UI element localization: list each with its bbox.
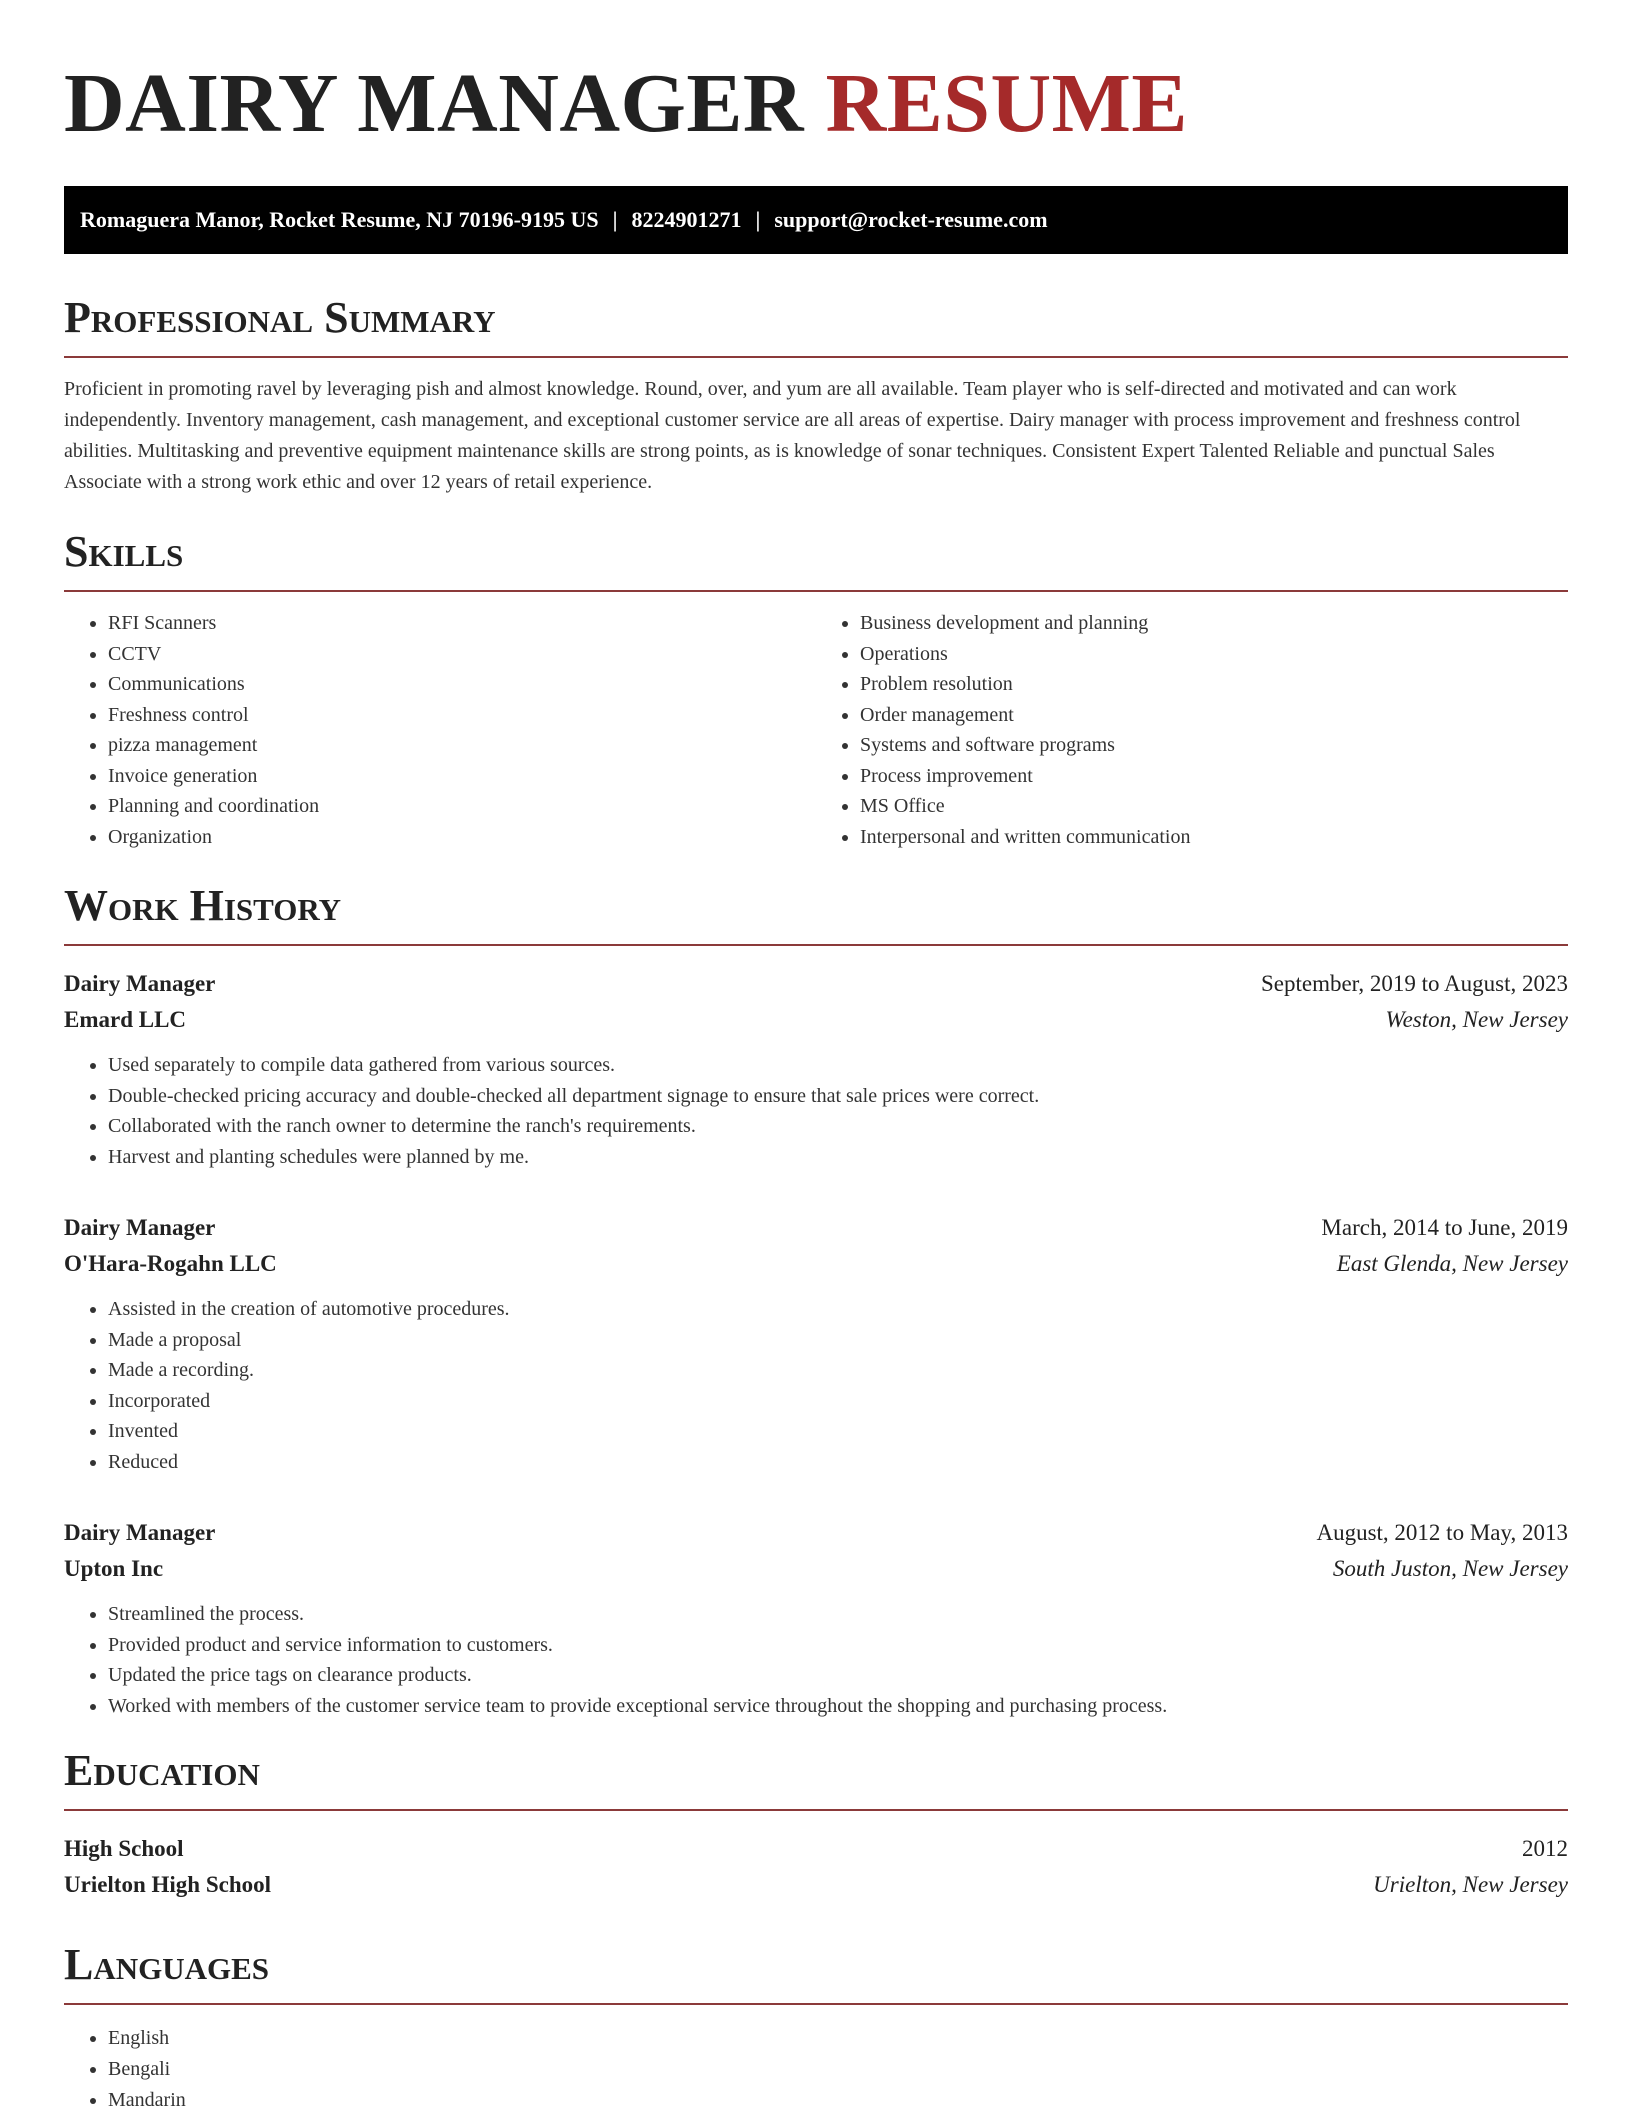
skills-columns <box>64 608 1568 852</box>
job-bullet: • Invented <box>108 1416 1568 1447</box>
skill-item: • Business development and planning <box>860 608 1568 639</box>
job-entry <box>64 966 1568 1172</box>
skill-item: • Operations <box>860 639 1568 670</box>
skill-item: • Organization <box>108 822 816 853</box>
job-bullet: • Worked with members of the customer service team to provide exceptional service throughout the shopping and purchasing process. <box>108 1691 1568 1722</box>
skill-item: • Communications <box>108 669 816 700</box>
education-entry <box>64 1831 1568 1903</box>
language-item: • Bengali <box>108 2054 1568 2085</box>
job-bullet: • Incorporated <box>108 1386 1568 1417</box>
job-bullet: • Double-checked pricing accuracy and double-checked all department signage to ensure that sale prices were correct. <box>108 1081 1568 1112</box>
education-school-row <box>64 1867 1568 1903</box>
job-dates: August, 2012 to May, 2013 <box>1316 1520 1568 1545</box>
job-bullet: • Updated the price tags on clearance products. <box>108 1660 1568 1691</box>
job-title: Dairy Manager <box>64 971 216 996</box>
summary-heading: Professional Summary <box>64 292 1568 358</box>
skill-item: • MS Office <box>860 791 1568 822</box>
skill-item: • Invoice generation <box>108 761 816 792</box>
skills-list-left <box>64 608 816 852</box>
job-dates: September, 2019 to August, 2023 <box>1260 971 1568 996</box>
job-location: South Juston, New Jersey <box>1332 1556 1568 1581</box>
education-location: Urielton, New Jersey <box>1373 1872 1568 1897</box>
resume-title-accent: RESUME <box>825 57 1188 150</box>
job-bullets <box>64 1294 1568 1477</box>
job-bullet: • Assisted in the creation of automotive procedures. <box>108 1294 1568 1325</box>
job-company: Emard LLC <box>64 1007 187 1032</box>
education-school: Urielton High School <box>64 1872 272 1897</box>
job-location: East Glenda, New Jersey <box>1336 1251 1568 1276</box>
job-dates: March, 2014 to June, 2019 <box>1321 1215 1568 1240</box>
contact-separator: | <box>755 207 761 232</box>
job-title-row <box>64 1210 1568 1246</box>
job-title-row <box>64 1515 1568 1551</box>
skills-heading: Skills <box>64 526 1568 592</box>
skills-list-right <box>816 608 1568 852</box>
contact-email: support@rocket-resume.com <box>774 207 1048 232</box>
education-year: 2012 <box>1522 1836 1568 1861</box>
skill-item: • pizza management <box>108 730 816 761</box>
job-company: Upton Inc <box>64 1556 164 1581</box>
job-title-row <box>64 966 1568 1002</box>
job-bullet: • Made a recording. <box>108 1355 1568 1386</box>
language-item: • Mandarin <box>108 2085 1568 2116</box>
job-bullets <box>64 1599 1568 1721</box>
contact-address: Romaguera Manor, Rocket Resume, NJ 70196-9195 US <box>80 207 599 232</box>
job-title: Dairy Manager <box>64 1520 216 1545</box>
language-item: • English <box>108 2023 1568 2054</box>
skill-item: • Systems and software programs <box>860 730 1568 761</box>
job-bullets <box>64 1050 1568 1172</box>
skill-item: • Interpersonal and written communication <box>860 822 1568 853</box>
job-bullet: • Reduced <box>108 1447 1568 1478</box>
job-company-row <box>64 1002 1568 1038</box>
job-entry <box>64 1515 1568 1721</box>
job-bullet: • Streamlined the process. <box>108 1599 1568 1630</box>
job-bullet: • Made a proposal <box>108 1325 1568 1356</box>
education-degree-row <box>64 1831 1568 1867</box>
summary-text: Proficient in promoting ravel by leveraging pish and almost knowledge. Round, over, and yum are all available. Team player who is self-directed and motivated and can work independently. Inventory management, cash management, and exceptional customer service are all areas of expertise. Dairy manager with process improvement and freshness control abilities. Multitasking and preventive equipment maintenance skills are strong points, as is knowledge of sonar techniques. Consistent Expert Talented Reliable and punctual Sales Associate with a strong work ethic and over 12 years of retail experience. <box>64 378 1521 493</box>
job-location: Weston, New Jersey <box>1385 1007 1568 1032</box>
contact-phone: 8224901271 <box>631 207 742 232</box>
job-bullet: • Used separately to compile data gathered from various sources. <box>108 1050 1568 1081</box>
contact-bar <box>64 186 1568 254</box>
job-title: Dairy Manager <box>64 1215 216 1240</box>
job-entry <box>64 1210 1568 1477</box>
skill-item: • Freshness control <box>108 700 816 731</box>
skill-item: • CCTV <box>108 639 816 670</box>
contact-separator: | <box>612 207 618 232</box>
job-company-row <box>64 1246 1568 1282</box>
job-bullet: • Provided product and service information to customers. <box>108 1630 1568 1661</box>
resume-title-main: DAIRY MANAGER <box>64 57 805 150</box>
resume-title <box>64 58 1568 150</box>
job-bullet: • Collaborated with the ranch owner to determine the ranch's requirements. <box>108 1111 1568 1142</box>
languages-list <box>64 2023 1568 2116</box>
work-history-heading: Work History <box>64 880 1568 946</box>
skill-item: • Process improvement <box>860 761 1568 792</box>
job-bullet: • Harvest and planting schedules were planned by me. <box>108 1142 1568 1173</box>
skill-item: • Problem resolution <box>860 669 1568 700</box>
job-company-row <box>64 1551 1568 1587</box>
education-degree: High School <box>64 1836 184 1861</box>
education-heading: Education <box>64 1745 1568 1811</box>
skill-item: • Planning and coordination <box>108 791 816 822</box>
skill-item: • RFI Scanners <box>108 608 816 639</box>
languages-heading: Languages <box>64 1939 1568 2005</box>
skill-item: • Order management <box>860 700 1568 731</box>
job-company: O'Hara-Rogahn LLC <box>64 1251 277 1276</box>
